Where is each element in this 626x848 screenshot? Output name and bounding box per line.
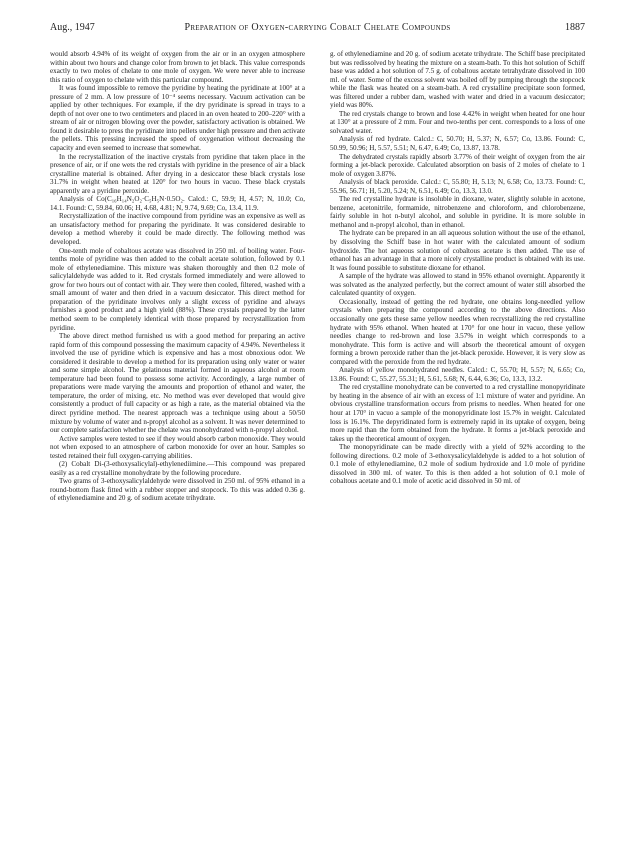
running-header xyxy=(50,22,585,36)
paragraph: A sample of the hydrate was allowed to stand in 95% ethanol overnight. Apparently it was solvated as the analyzed perfectly, but the correct amount of water still absorbed the calculated quantity of oxygen. xyxy=(330,272,585,298)
paragraph: Active samples were tested to see if they would absorb carbon monoxide. They would not when exposed to an atmosphere of carbon monoxide for over an hour. Samples so tested retained their full oxygen-carrying abilities. xyxy=(50,434,305,460)
header-running-title: Preparation of Oxygen-carrying Cobalt Chelate Compounds xyxy=(184,22,451,33)
paragraph: g. of ethylenediamine and 20 g. of sodium acetate trihydrate. The Schiff base precipitated but was redissolved by heating the mixture on a steam-bath. To this hot solution of Schiff base was added a hot solution of 7.5 g. of cobaltous acetate tetrahydrate dissolved in 100 ml. of water. Some of the excess solvent was boiled off by pumping through the stopcock while the flask was heated on a steam-bath. A red crystalline precipitate soon formed, was filtered under a rubber dam, washed with water and dried in a vacuum desiccator; yield was 80%. xyxy=(330,50,585,110)
paragraph: The red crystals change to brown and lose 4.42% in weight when heated for one hour at 130° at a pressure of 2 mm. Four and two-tenths per cent. corresponds to a loss of one solvated water. xyxy=(330,109,585,135)
paragraph: The above direct method furnished us with a good method for preparing an active rapid form of this compound possessing the maximum capacity of 4.94%. Nevertheless it involved the use of pyridine which is expensive and has a most obnoxious odor. We considered it desirable to develop a method for its preparation using only water or water and some simple alcohol. The gelatinous material formed in aqueous alcohol at room temperature had been found to possess some activity. Accordingly, a large number of preparations were made varying the amounts and proportion of ethanol and water, the temperature, the order of mixing, etc. No method was ever developed that would give consistently a product of full capacity or as high a rate, as the material obtained via the direct pyridine method. The nearest approach was a technique using about a 50/50 mixture by volume of water and n-propyl alcohol as a solvent. It was never determined to our complete satisfaction whether the chelate was monohydrated with n-propyl alcohol. xyxy=(50,332,305,435)
right-column xyxy=(330,50,585,840)
paragraph: The red crystalline hydrate is insoluble in dioxane, water, slightly soluble in acetone, benzene, acetonitrile, formamide, nitrobenzene and chloroform, and chlorobenzene, fairly soluble in hot n-butyl alcohol, and soluble in pyridine. It is more soluble in methanol and n-propyl alcohol, than in ethanol. xyxy=(330,195,585,229)
paragraph: Analysis of red hydrate. Calcd.: C, 50.70; H, 5.37; N, 6.57; Co, 13.86. Found: C, 50.99, 50.96; H, 5.57, 5.51; N, 6.47, 6.49; Co, 13.87, 13.78. xyxy=(330,135,585,153)
paragraph: The monopyridinate can be made directly with a yield of 92% according to the following directions. 0.2 mole of 3-ethoxysalicylaldehyde is added to a hot solution of 0.1 mole of ethylenediamine, 0.2 mole of sodium hydroxide and 1.0 mole of pyridine dissolved in 300 ml. of water. To this is then added a hot solution of 0.1 mole of cobaltous acetate and 0.1 mole of acetic acid dissolved in 50 ml. of xyxy=(330,443,585,486)
paragraph: Two grams of 3-ethoxysalicylaldehyde were dissolved in 250 ml. of 95% ethanol in a round-bottom flask fitted with a rubber stopper and stopcock. To this was added 0.36 g. of ethylenediamine and 20 g. of sodium acetate trihydrate. xyxy=(50,477,305,503)
paragraph: (2) Cobalt Di-(3-ethoxysalicylal)-ethylenediimine.—This compound was prepared easily as a red crystalline monohydrate by the following procedure. xyxy=(50,460,305,477)
paragraph: would absorb 4.94% of its weight of oxygen from the air or in an oxygen atmosphere within about two hours and change color from brown to jet black. This value corresponds exactly to two moles of chelate to one mole of oxygen. We were never able to increase this ratio of oxygen to chelate with this particular compound. xyxy=(50,50,305,84)
paragraph: The red crystalline monohydrate can be converted to a red crystalline monopyridinate by heating in the absence of air with an excess of 1:1 mixture of water and pyridine. An obvious crystalline transformation occurs from prisms to needles. When heated for one hour at 170° in vacuo a sample of the monopyridinate lost 15.7% in weight. Calculated loss is 16.1%. The depyridinated form is extremely rapid in its uptake of oxygen, being more rapid than the form obtained from the hydrate. It forms a jet-black peroxide and takes up the theoretical amount of oxygen. xyxy=(330,383,585,443)
paragraph: Analysis of black peroxide. Calcd.: C, 55.80; H, 5.13; N, 6.58; Co, 13.73. Found: C, 55.96, 56.71; H, 5.20, 5.24; N, 6.51, 6.49; Co, 13.3, 13.0. xyxy=(330,178,585,195)
paragraph: One-tenth mole of cobaltous acetate was dissolved in 250 ml. of boiling water. Four-tenths mole of pyridine was then added to the cobalt acetate solution, followed by 0.1 mole of ethylenediamine. This mixture was shaken thoroughly and then 0.2 mole of salicylaldehyde was added to it. Red crystals formed immediately and were allowed to grow for two hours out of contact with air. They were then cooled, filtered, washed with a small amount of water and then dried in a vacuum desiccator. This direct method for preparation of the pyridinate involves only a slight excess of pyridine and always furnishes a good product and a high yield (88%). These crystals prepared by the latter method seem to be completely identical with those prepared by recrystallization from pyridine. xyxy=(50,246,305,332)
left-column xyxy=(50,50,305,840)
paragraph: Recrystallization of the inactive compound from pyridine was an expensive as well as an unsatisfactory method for preparing the pyridinate. It was considered desirable to develop a method whereby it could be made directly. The following method was developed. xyxy=(50,212,305,247)
paragraph: Analysis of yellow monohydrated needles. Calcd.: C, 55.70; H, 5.57; N, 6.65; Co, 13.86. Found: C, 55.27, 55.31; H, 5.61, 5.68; N, 6.44, 6.36; Co, 13.3, 13.2. xyxy=(330,366,585,383)
paragraph: The hydrate can be prepared in an all aqueous solution without the use of the ethanol, by dissolving the Schiff base in hot water with the calculated amount of sodium hydroxide. The hot aqueous solution of cobaltous acetate is then added. The use of ethanol has an advantage in that a more nicely crystalline product is obtained with its use. It was found possible to substitute dioxane for ethanol. xyxy=(330,229,585,272)
header-page-number: 1887 xyxy=(565,22,585,33)
paragraph: In the recrystallization of the inactive crystals from pyridine that taken place in the presence of air, or if one wets the red crystals with pyridine in the presence of air a black crystalline material is obtained. After drying in a desiccator these black crystals lose 31.7% in weight when heated at 120° for two hours in vacuo. These black crystals apparently are a pyridine peroxide. xyxy=(50,152,305,195)
paragraph: Occasionally, instead of getting the red hydrate, one obtains long-needled yellow crystals when preparing the compound according to the above directions. Also occasionally one gets these same yellow needles when recrystallizing the red crystalline hydrate with 95% ethanol. When heated at 170° for one hour in vacuo, these yellow needles change to red-brown and lose 3.57% in weight which corresponds to a monohydrate. This form is active and will absorb the theoretical amount of oxygen forming a brown peroxide rather than the jet-black peroxide. However, it is very slow as compared with the peroxide from the red hydrate. xyxy=(330,297,585,366)
paragraph: The dehydrated crystals rapidly absorb 3.77% of their weight of oxygen from the air forming a jet-black peroxide. Calculated absorption on basis of 2 moles of chelate to 1 mole of oxygen 3.87%. xyxy=(330,152,585,178)
header-date: Aug., 1947 xyxy=(50,22,95,33)
paragraph: It was found impossible to remove the pyridine by heating the pyridinate at 100° at a pressure of 2 mm. A low pressure of 10⁻⁴ seems necessary. Vacuum activation can be applied by other techniques. For example, if the dry pyridinate is spread in trays to a depth of not over one to two centimeters and placed in an oven heated to 200–220° with a stream of air or nitrogen blowing over the powder, satisfactory activation is obtained. We found it desirable to press the pyridinate into pellets under high pressure and then activate the pellets. This pressing increased the speed of oxygenation without decreasing the capacity and even seemed to increase that somewhat. xyxy=(50,84,305,153)
paragraph: Analysis of Co(C₁₆H₁₄N₂O₂·C₅H₅N·0.5O₂. Calcd.: C, 59.9; H, 4.57; N, 10.0; Co, 14.1. Found: C, 59.84, 60.06; H, 4.68, 4.81; N, 9.74, 9.69; Co, 13.4, 11.9. xyxy=(50,195,305,212)
